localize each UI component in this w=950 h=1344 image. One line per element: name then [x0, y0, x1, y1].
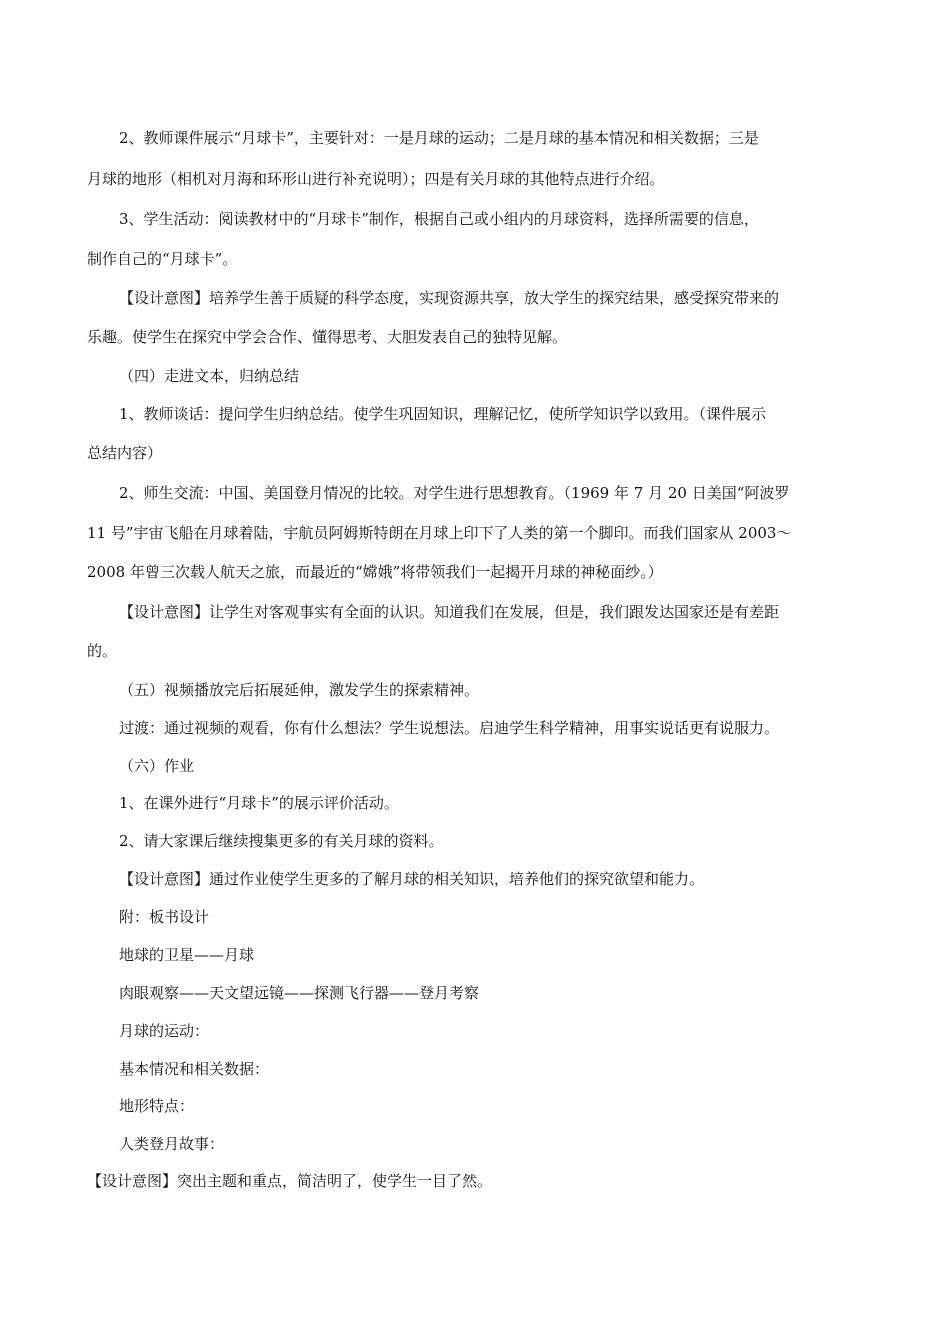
paragraph-line: 【设计意图】突出主题和重点，简洁明了，使学生一目了然。: [87, 1172, 493, 1190]
paragraph-line: 2、师生交流：中国、美国登月情况的比较。对学生进行思想教育。（1969 年 7 月 20 日美国“阿波罗: [119, 484, 790, 502]
paragraph-line: 2、请大家课后继续搜集更多的有关月球的资料。: [119, 832, 444, 850]
paragraph-line: 的。: [87, 642, 118, 660]
paragraph-line: 乐趣。使学生在探究中学会合作、懂得思考、大胆发表自己的独特见解。: [87, 328, 568, 346]
paragraph-line: 【设计意图】让学生对客观事实有全面的认识。知道我们在发展，但是，我们跟发达国家还是有差距: [119, 603, 780, 621]
board-design-line: 人类登月故事：: [119, 1135, 225, 1153]
section-heading: （五）视频播放完后拓展延伸，激发学生的探索精神。: [119, 681, 480, 699]
board-design-line: 地球的卫星——月球: [119, 946, 255, 964]
paragraph-line: 制作自己的“月球卡”。: [87, 250, 238, 268]
board-design-line: 月球的运动：: [119, 1022, 210, 1040]
section-heading: （四）走进文本，归纳总结: [119, 367, 300, 385]
paragraph-line: 总结内容）: [87, 444, 163, 462]
paragraph-line: 2、教师课件展示“月球卡”，主要针对：一是月球的运动；二是月球的基本情况和相关数据；三是: [119, 129, 759, 147]
board-design-line: 基本情况和相关数据：: [119, 1060, 270, 1078]
paragraph-line: 【设计意图】通过作业使学生更多的了解月球的相关知识，培养他们的探究欲望和能力。: [119, 870, 705, 888]
paragraph-line: 1、在课外进行“月球卡”的展示评价活动。: [119, 794, 399, 812]
board-design-line: 肉眼观察——天文望远镜——探测飞行器——登月考察: [119, 984, 480, 1002]
paragraph-line: 3、学生活动：阅读教材中的“月球卡”制作，根据自己或小组内的月球资料，选择所需要的信息，: [119, 210, 759, 228]
paragraph-line: 过渡：通过视频的观看，你有什么想法？学生说想法。启迪学生科学精神，用事实说话更有说服力。: [119, 719, 780, 737]
paragraph-line: 月球的地形（相机对月海和环形山进行补充说明）；四是有关月球的其他特点进行介绍。: [87, 170, 665, 188]
section-heading: （六）作业: [119, 757, 195, 775]
paragraph-line: 1、教师谈话：提问学生归纳总结。使学生巩固知识，理解记忆，使所学知识学以致用。（课件展示: [119, 405, 767, 423]
board-design-line: 地形特点：: [119, 1097, 195, 1115]
paragraph-line: 【设计意图】培养学生善于质疑的科学态度，实现资源共享，放大学生的探究结果，感受探究带来的: [119, 289, 780, 307]
paragraph-line: 附：板书设计: [119, 908, 210, 926]
paragraph-line: 11 号”宇宙飞船在月球着陆，宇航员阿姆斯特朗在月球上印下了人类的第一个脚印。而我们国家从 2003～: [87, 524, 792, 542]
paragraph-line: 2008 年曾三次载人航天之旅，而最近的“嫦娥”将带领我们一起揭开月球的神秘面纱。）: [87, 563, 663, 581]
